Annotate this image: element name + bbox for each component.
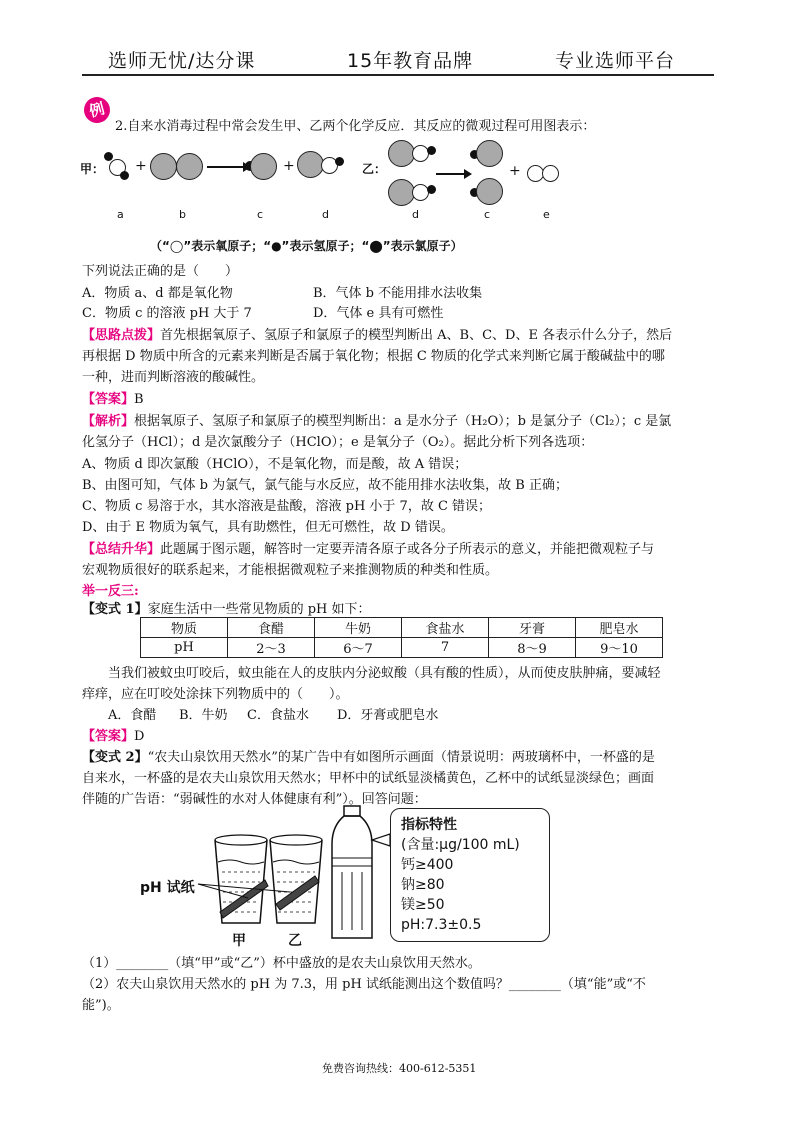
variant1-answer-tag: 【答案】	[82, 729, 135, 744]
label-d: d	[322, 208, 329, 221]
water-bottle	[332, 806, 372, 938]
footer-hotline: 免费咨询热线：400-612-5351	[322, 1062, 477, 1075]
question-2-line-2: 能”)。	[82, 998, 120, 1013]
analysis-line-5: C、物质 c 易溶于水，其水溶液是盐酸，溶液 pH 小于 7，故 C 错误；	[82, 499, 492, 514]
variant1-question-2: 痒痒，应在叮咬处涂抹下列物质中的（ ）。	[82, 687, 349, 702]
jia-label: 甲：	[80, 162, 105, 176]
table-cell: 牙膏	[489, 618, 576, 638]
summary-tag: 【总结升华】	[82, 542, 161, 557]
chlorine-atom	[297, 151, 324, 178]
label-c: c	[257, 208, 264, 221]
plus-sign: +	[509, 163, 521, 179]
hint-line-3: 一种，进而判断溶液的酸碱性。	[82, 370, 265, 385]
question-1: （1）________（填“甲”或“乙”）杯中盛放的是农夫山泉饮用天然水。	[82, 956, 481, 971]
header-right: 专业选师平台	[555, 50, 676, 72]
variant2-tag: 【变式 2】	[82, 750, 148, 765]
section-title: 举一反三:	[82, 584, 139, 599]
chlorine-atom	[150, 153, 177, 180]
chlorine-atom	[176, 153, 203, 180]
cups-bottle-figure	[130, 800, 400, 950]
reaction-arrow	[207, 166, 245, 168]
table-cell: pH	[141, 638, 228, 658]
table-cell: 食醋	[228, 618, 315, 638]
table-cell: 9～10	[576, 638, 663, 658]
table-cell: 牛奶	[315, 618, 402, 638]
variant1-option-c: C．食盐水	[247, 708, 309, 723]
hydrogen-atom	[427, 146, 436, 155]
hint-line-2: 再根据 D 物质中所含的元素来判断是否属于氧化物；根据 C 物质的化学式来判断它属于酸碱盐中的哪	[82, 349, 665, 364]
answer-tag: 【答案】	[82, 392, 135, 407]
analysis-line-3: A、物质 d 即次氯酸（HClO），不是氧化物，而是酸，故 A 错误；	[82, 457, 468, 472]
oxygen-atom	[542, 165, 559, 182]
spec-title: 指标特性	[401, 817, 457, 833]
analysis-tag: 【解析】	[82, 414, 135, 429]
oxygen-atom	[412, 145, 429, 162]
variant1-option-d: D．牙膏或肥皂水	[337, 708, 439, 723]
yi-label: 乙：	[362, 162, 387, 176]
table-cell: 肥皂水	[576, 618, 663, 638]
analysis-line-1: 【解析】根据氧原子、氢原子和氯原子的模型判断出：a 是水分子（H₂O）；b 是氯分子（Cl₂）；c 是氯	[82, 414, 672, 429]
analysis-line-4: B、由图可知，气体 b 为氯气，氯气能与水反应，故不能用排水法收集，故 B 正确；	[82, 478, 568, 493]
water-hydrogen-atom	[120, 171, 129, 180]
spec-line: 镁≥50	[401, 897, 445, 913]
spec-bubble	[390, 808, 550, 942]
chlorine-atom	[250, 153, 277, 180]
table-cell: 6～7	[315, 638, 402, 658]
variant1-answer: 【答案】D	[82, 729, 145, 744]
summary-line-2: 宏观物质很好的联系起来，才能根据微观粒子来推测物质的种类和性质。	[82, 563, 499, 578]
variant2-line-2: 自来水，一杯盛的是农夫山泉饮用天然水；甲杯中的试纸显淡橘黄色，乙杯中的试纸显淡绿色；画面	[82, 771, 655, 786]
variant2-line-3: 伴随的广告语：“弱碱性的水对人体健康有利”）。回答问题：	[82, 792, 427, 807]
hint-line-1: 【思路点拨】首先根据氧原子、氢原子和氯原子的模型判断出 A、B、C、D、E 各表示什么分子，然后	[82, 328, 673, 343]
answer-line: 【答案】B	[82, 392, 144, 407]
option-a: A．物质 a、d 都是氧化物	[82, 286, 233, 301]
variant1-line: 【变式 1】家庭生活中一些常见物质的 pH 如下：	[82, 602, 371, 617]
analysis-line-2: 化氢分子（HCl）；d 是次氯酸分子（HClO）；e 是氧分子（O₂）。据此分析下列各选项：	[82, 435, 594, 450]
summary-line-1: 【总结升华】此题属于图示题，解答时一定要弄清各原子或各分子所表示的意义，并能把微观粒子与	[82, 542, 655, 557]
cup-jia-label: 甲	[232, 933, 246, 949]
variant1-tag: 【变式 1】	[82, 602, 148, 617]
question-title: 2.自来水消毒过程中常会发生甲、乙两个化学反应．其反应的微观过程可用图表示：	[115, 119, 596, 134]
chlorine-atom	[476, 178, 503, 205]
ph-paper-label: pH 试纸	[140, 880, 195, 896]
spec-line: 钠≥80	[401, 877, 445, 893]
label-b: b	[179, 208, 186, 221]
hydrogen-atom	[335, 157, 344, 166]
spec-line: (含量:μg/100 mL)	[401, 837, 520, 853]
example-badge: 例	[81, 94, 113, 126]
header-divider	[82, 74, 714, 76]
ph-table	[140, 617, 663, 658]
hydrogen-atom	[427, 185, 436, 194]
label-d2: d	[412, 208, 419, 221]
chlorine-atom	[388, 140, 415, 167]
reaction-arrow	[436, 173, 466, 175]
spec-line: pH:7.3±0.5	[401, 917, 482, 933]
cup-yi-label: 乙	[288, 933, 302, 949]
diagram-legend: （“◯”表示氧原子；“●”表示氢原子；“⬤”表示氯原子）	[150, 239, 463, 253]
question-stem: 下列说法正确的是（ ）	[82, 264, 239, 279]
option-d: D．气体 e 具有可燃性	[313, 306, 444, 321]
table-cell: 2～3	[228, 638, 315, 658]
variant1-option-a: A．食醋	[108, 708, 157, 723]
water-hydrogen-atom	[104, 152, 113, 161]
hint-tag: 【思路点拨】	[82, 328, 161, 343]
chlorine-atom	[476, 140, 503, 167]
table-row	[141, 618, 663, 638]
oxygen-atom	[412, 184, 429, 201]
table-cell: 8～9	[489, 638, 576, 658]
cup-yi	[270, 835, 322, 923]
arrow-head	[464, 169, 472, 179]
header-center: 15年教育品牌	[347, 50, 474, 72]
spec-line: 钙≥400	[401, 857, 454, 873]
label-a: a	[117, 208, 124, 221]
label-c2: c	[484, 208, 491, 221]
table-cell: 食盐水	[402, 618, 489, 638]
cup-jia	[215, 835, 268, 923]
table-cell: 物质	[141, 618, 228, 638]
table-row	[141, 638, 663, 658]
chlorine-atom	[388, 179, 415, 206]
variant1-question-1: 当我们被蚊虫叮咬后，蚊虫能在人的皮肤内分泌蚁酸（具有酸的性质），从而使皮肤肿痛，要减轻	[108, 666, 661, 681]
analysis-line-6: D、由于 E 物质为氧气，具有助燃性，但无可燃性，故 D 错误。	[82, 520, 454, 535]
plus-sign: +	[135, 158, 147, 174]
label-e: e	[543, 208, 550, 221]
variant2-line-1: 【变式 2】“农夫山泉饮用天然水”的某广告中有如图所示画面（情景说明：两玻璃杯中，一杯盛的是	[82, 750, 655, 765]
table-cell: 7	[402, 638, 489, 658]
header-left: 选师无忧/达分课	[108, 50, 256, 72]
option-b: B．气体 b 不能用排水法收集	[313, 286, 483, 301]
option-c: C．物质 c 的溶液 pH 大于 7	[82, 306, 252, 321]
plus-sign: +	[283, 158, 295, 174]
variant1-option-b: B．牛奶	[179, 708, 228, 723]
question-2-line-1: （2）农夫山泉饮用天然水的 pH 为 7.3，用 pH 试纸能测出这个数值吗？________（填“能”或“不	[82, 977, 646, 992]
